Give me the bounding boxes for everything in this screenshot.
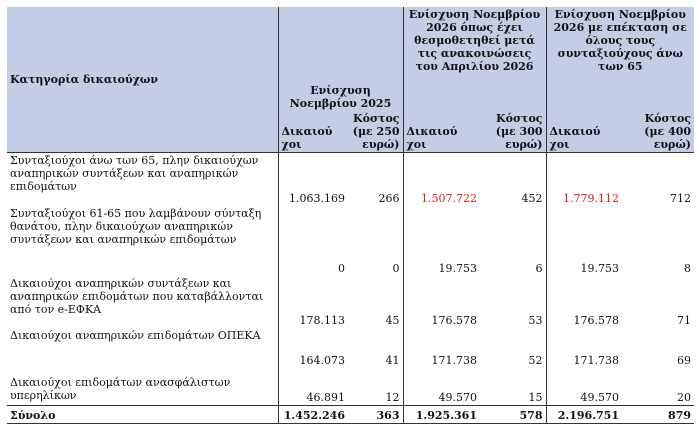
total-beneficiaries-2026x: 2.196.751 (546, 406, 622, 424)
row-category: Δικαιούχοι επιδομάτων ανασφάλιστων υπερηλίκων (10, 375, 231, 402)
beneficiaries-2025-cell: 164.073 (278, 328, 348, 368)
cost-2026x-cell: 8 (684, 261, 692, 275)
total-beneficiaries-2025: 1.452.246 (278, 406, 348, 424)
cost-2026-header: Κόστος (με 300 ευρώ) (480, 111, 546, 153)
beneficiaries-2025-cell: 1.063.169 (278, 153, 348, 206)
beneficiaries-2026x-cell: 49.570 (546, 368, 622, 406)
cost-2026x-cell: 712 (670, 191, 692, 205)
beneficiaries-2025-cell: 0 (278, 206, 348, 276)
total-row (7, 406, 694, 424)
cost-2025-cell: 0 (392, 261, 400, 275)
table-row (7, 368, 694, 406)
cost-2026-cell: 53 (528, 313, 543, 327)
table-row (7, 153, 694, 206)
row-category: Δικαιούχοι αναπηρικών συντάξεων και αναπηρικών επιδομάτων που καταβάλλονται από τον e-ΕΦΚΑ (10, 276, 264, 316)
cost-2026-cell: 15 (528, 391, 543, 404)
beneficiaries-2026x-cell: 19.753 (546, 206, 622, 276)
group-2025-title: Ενίσχυση Νοεμβρίου 2025 (278, 7, 403, 111)
beneficiaries-2026x-cell: 171.738 (546, 328, 622, 368)
table-row (7, 276, 694, 328)
row-category: Συνταξιούχοι 61-65 που λαμβάνουν σύνταξη θανάτου, πλην δικαιούχων αναπηρικών συντάξεων και αναπηρικών επιδομάτων (10, 206, 262, 246)
beneficiaries-2026x-cell: 1.779.112 (546, 153, 622, 206)
beneficiaries-2026-cell: 49.570 (403, 368, 480, 406)
cost-2025-cell: 266 (378, 191, 400, 205)
cost-2026x-cell: 69 (677, 353, 692, 367)
cost-2026-cell: 52 (528, 353, 543, 367)
group-2026x-title: Ενίσχυση Νοεμβρίου 2026 με επέκταση σε όλους τους συνταξιούχους άνω των 65 (546, 7, 694, 111)
beneficiaries-2025-cell: 46.891 (278, 368, 348, 406)
category-header: Κατηγορία δικαιούχων (7, 7, 278, 153)
cost-2025-cell: 41 (385, 353, 400, 367)
beneficiaries-2026x-cell: 176.578 (546, 276, 622, 328)
cost-2026-cell: 6 (535, 261, 543, 275)
cost-2026x-cell: 71 (677, 313, 692, 327)
table-row (7, 206, 694, 276)
row-category: Συνταξιούχοι άνω των 65, πλην δικαιούχων αναπηρικών συντάξεων και αναπηρικών επιδομάτων (10, 154, 259, 193)
beneficiaries-2026-cell: 1.507.722 (403, 153, 480, 206)
row-category: Δικαιούχοι αναπηρικών επιδομάτων ΟΠΕΚΑ (10, 328, 261, 342)
beneficiaries-2026x-header: Δικαιού χοι (546, 111, 622, 153)
total-cost-2026x: 879 (622, 406, 694, 424)
total-label: Σύνολο (7, 406, 278, 424)
beneficiaries-2026-cell: 19.753 (403, 206, 480, 276)
total-cost-2026: 578 (480, 406, 546, 424)
cost-2025-header: Κόστος (με 250 ευρώ) (348, 111, 403, 153)
cost-2026x-cell: 20 (677, 391, 692, 404)
beneficiaries-2026-cell: 171.738 (403, 328, 480, 368)
cost-2026x-header: Κόστος (με 400 ευρώ) (622, 111, 694, 153)
cost-2026-cell: 452 (521, 191, 543, 205)
total-beneficiaries-2026: 1.925.361 (403, 406, 480, 424)
beneficiaries-2025-cell: 178.113 (278, 276, 348, 328)
beneficiaries-2026-cell: 176.578 (403, 276, 480, 328)
beneficiaries-table-container (7, 7, 694, 424)
beneficiaries-2025-header: Δικαιού χοι (278, 111, 348, 153)
table-row (7, 328, 694, 368)
total-cost-2025: 363 (348, 406, 403, 424)
group-2026-title: Ενίσχυση Νοεμβρίου 2026 όπως έχει θεσμοθετηθεί μετά τις ανακοινώσεις του Απριλίου 2026 (403, 7, 546, 111)
cost-2025-cell: 12 (385, 391, 400, 404)
beneficiaries-2026-header: Δικαιού χοι (403, 111, 480, 153)
beneficiaries-table (7, 7, 694, 424)
cost-2025-cell: 45 (385, 313, 400, 327)
